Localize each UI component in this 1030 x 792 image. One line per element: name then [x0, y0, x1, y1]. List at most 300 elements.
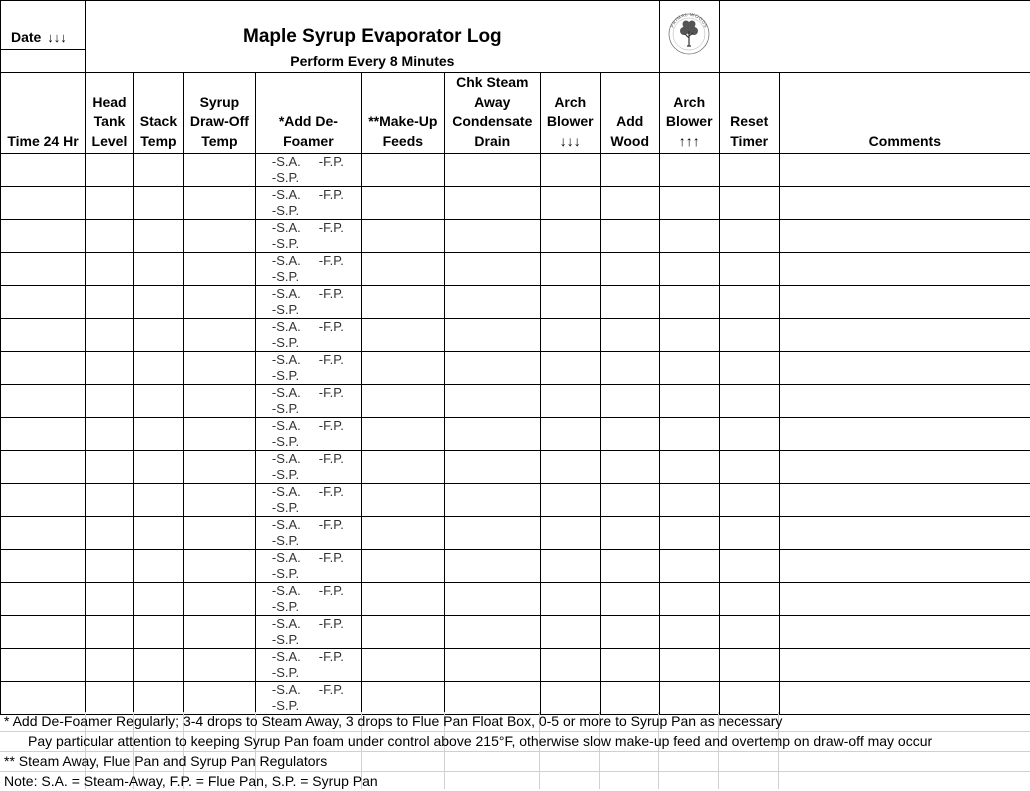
defoamer-sa-fp [272, 550, 361, 566]
cell-stack[interactable] [133, 615, 183, 648]
cell-comments[interactable] [779, 351, 1030, 384]
cell-stack[interactable] [133, 384, 183, 417]
cell-head-tank[interactable] [85, 318, 133, 351]
cell-arch-up[interactable] [659, 648, 719, 681]
cell-arch-up[interactable] [659, 483, 719, 516]
cell-stack[interactable] [133, 516, 183, 549]
cell-arch-down[interactable] [540, 318, 600, 351]
cell-steam-away[interactable] [444, 648, 540, 681]
cell-defoamer[interactable] [255, 351, 361, 384]
cell-arch-up[interactable] [659, 582, 719, 615]
cell-arch-up[interactable] [659, 186, 719, 219]
cell-stack[interactable] [133, 483, 183, 516]
cell-steam-away[interactable] [444, 285, 540, 318]
cell-head-tank[interactable] [85, 615, 133, 648]
cell-arch-down[interactable] [540, 219, 600, 252]
cell-syrup-draw[interactable] [183, 285, 255, 318]
defoamer-sp: -S.P. [272, 698, 361, 714]
cell-defoamer[interactable] [255, 285, 361, 318]
defoamer-sp: -S.P. [272, 566, 361, 582]
cell-head-tank[interactable] [85, 483, 133, 516]
column-header-line: Condensate [445, 112, 540, 132]
cell-head-tank[interactable] [85, 417, 133, 450]
cell-syrup-draw[interactable] [183, 450, 255, 483]
column-header-wood [600, 72, 659, 153]
table-row [1, 351, 1030, 384]
cell-steam-away[interactable] [444, 516, 540, 549]
column-header-stack [133, 72, 183, 153]
cell-head-tank[interactable] [85, 516, 133, 549]
note-regulators: ** Steam Away, Flue Pan and Syrup Pan Regulators [0, 752, 1030, 772]
cell-steam-away[interactable] [444, 252, 540, 285]
cell-makeup[interactable] [361, 549, 444, 582]
cell-defoamer[interactable] [255, 648, 361, 681]
date-field[interactable] [1, 1, 86, 50]
cell-comments[interactable] [779, 186, 1030, 219]
cell-comments[interactable] [779, 582, 1030, 615]
cell-steam-away[interactable] [444, 219, 540, 252]
defoamer-sa-fp [272, 220, 361, 236]
column-header-line: Away [445, 93, 540, 113]
defoamer-sa-fp [272, 253, 361, 269]
cell-makeup[interactable] [361, 615, 444, 648]
defoamer-sa-fp [272, 418, 361, 434]
cell-steam-away[interactable] [444, 615, 540, 648]
cell-arch-up[interactable] [659, 450, 719, 483]
cell-time[interactable] [1, 516, 86, 549]
cell-stack[interactable] [133, 252, 183, 285]
cell-wood[interactable] [600, 186, 659, 219]
cell-wood[interactable] [600, 219, 659, 252]
cell-wood[interactable] [600, 549, 659, 582]
cell-comments[interactable] [779, 681, 1030, 714]
defoamer-sp: -S.P. [272, 203, 361, 219]
cell-time[interactable] [1, 252, 86, 285]
column-header-makeup [361, 72, 444, 153]
cell-defoamer[interactable] [255, 516, 361, 549]
cell-arch-up[interactable] [659, 417, 719, 450]
cell-syrup-draw[interactable] [183, 516, 255, 549]
defoamer-sa-fp [272, 385, 361, 401]
cell-arch-down[interactable] [540, 153, 600, 186]
cell-time[interactable] [1, 219, 86, 252]
defoamer-fp: -F.P. [319, 583, 344, 598]
cell-steam-away[interactable] [444, 549, 540, 582]
column-header-line: Level [86, 132, 133, 152]
cell-defoamer[interactable] [255, 186, 361, 219]
page-subtitle: Perform Every 8 Minutes [85, 50, 659, 73]
cell-wood[interactable] [600, 516, 659, 549]
defoamer-sa-fp [272, 187, 361, 203]
cell-arch-up[interactable] [659, 615, 719, 648]
cell-head-tank[interactable] [85, 549, 133, 582]
cell-defoamer[interactable] [255, 483, 361, 516]
cell-arch-down[interactable] [540, 417, 600, 450]
cell-head-tank[interactable] [85, 384, 133, 417]
column-header-line: *Add De- [256, 112, 361, 132]
cell-arch-up[interactable] [659, 219, 719, 252]
column-header-line: Add [601, 112, 659, 132]
cell-reset[interactable] [719, 285, 779, 318]
cell-stack[interactable] [133, 318, 183, 351]
defoamer-sa: -S.A. [272, 616, 301, 631]
cell-head-tank[interactable] [85, 582, 133, 615]
cell-arch-up[interactable] [659, 285, 719, 318]
cell-comments[interactable] [779, 252, 1030, 285]
column-header-line: **Make-Up [362, 112, 444, 132]
cell-comments[interactable] [779, 153, 1030, 186]
cell-arch-up[interactable] [659, 384, 719, 417]
cell-wood[interactable] [600, 582, 659, 615]
defoamer-sp: -S.P. [272, 269, 361, 285]
defoamer-fp: -F.P. [319, 220, 344, 235]
cell-comments[interactable] [779, 450, 1030, 483]
cell-arch-down[interactable] [540, 615, 600, 648]
cell-stack[interactable] [133, 285, 183, 318]
cell-defoamer[interactable] [255, 219, 361, 252]
cell-defoamer[interactable] [255, 681, 361, 714]
cell-syrup-draw[interactable] [183, 153, 255, 186]
cell-steam-away[interactable] [444, 318, 540, 351]
cell-reset[interactable] [719, 516, 779, 549]
cell-steam-away[interactable] [444, 384, 540, 417]
cell-arch-down[interactable] [540, 483, 600, 516]
table-row [1, 186, 1030, 219]
cell-steam-away[interactable] [444, 417, 540, 450]
defoamer-fp: -F.P. [319, 484, 344, 499]
cell-head-tank[interactable] [85, 219, 133, 252]
cell-syrup-draw[interactable] [183, 351, 255, 384]
cell-stack[interactable] [133, 153, 183, 186]
defoamer-fp: -F.P. [319, 187, 344, 202]
cell-head-tank[interactable] [85, 252, 133, 285]
cell-time[interactable] [1, 351, 86, 384]
cell-head-tank[interactable] [85, 153, 133, 186]
cell-stack[interactable] [133, 351, 183, 384]
column-header-head-tank [85, 72, 133, 153]
footnotes [0, 712, 1030, 792]
defoamer-sa: -S.A. [272, 187, 301, 202]
cell-makeup[interactable] [361, 186, 444, 219]
defoamer-sa-fp [272, 154, 361, 170]
defoamer-sa-fp [272, 352, 361, 368]
defoamer-sa: -S.A. [272, 682, 301, 697]
table-row [1, 549, 1030, 582]
page-title: Maple Syrup Evaporator Log [85, 1, 659, 50]
cell-arch-up[interactable] [659, 318, 719, 351]
column-header-defoamer [255, 72, 361, 153]
cell-head-tank[interactable] [85, 450, 133, 483]
defoamer-sp: -S.P. [272, 599, 361, 615]
defoamer-sa: -S.A. [272, 418, 301, 433]
cell-arch-up[interactable] [659, 153, 719, 186]
table-row [1, 516, 1030, 549]
table-row [1, 681, 1030, 714]
column-header-line: ↓↓↓ [541, 132, 600, 152]
cell-wood[interactable] [600, 252, 659, 285]
cell-reset[interactable] [719, 681, 779, 714]
defoamer-sa: -S.A. [272, 451, 301, 466]
cell-syrup-draw[interactable] [183, 384, 255, 417]
column-header-line: Foamer [256, 132, 361, 152]
cell-steam-away[interactable] [444, 351, 540, 384]
cell-head-tank[interactable] [85, 648, 133, 681]
defoamer-sa: -S.A. [272, 649, 301, 664]
cell-reset[interactable] [719, 252, 779, 285]
cell-wood[interactable] [600, 153, 659, 186]
cell-defoamer[interactable] [255, 450, 361, 483]
column-header-syrup-draw [183, 72, 255, 153]
cell-arch-up[interactable] [659, 351, 719, 384]
cell-makeup[interactable] [361, 285, 444, 318]
cell-stack[interactable] [133, 186, 183, 219]
defoamer-sa-fp [272, 484, 361, 500]
cell-head-tank[interactable] [85, 285, 133, 318]
cell-wood[interactable] [600, 450, 659, 483]
cell-wood[interactable] [600, 648, 659, 681]
defoamer-fp: -F.P. [319, 286, 344, 301]
defoamer-sa: -S.A. [272, 319, 301, 334]
column-header-line: Temp [184, 132, 255, 152]
defoamer-sa: -S.A. [272, 550, 301, 565]
cell-arch-down[interactable] [540, 648, 600, 681]
cell-wood[interactable] [600, 384, 659, 417]
cell-arch-down[interactable] [540, 681, 600, 714]
cell-arch-down[interactable] [540, 285, 600, 318]
cell-steam-away[interactable] [444, 450, 540, 483]
cell-reset[interactable] [719, 186, 779, 219]
cell-comments[interactable] [779, 516, 1030, 549]
cell-reset[interactable] [719, 582, 779, 615]
cell-syrup-draw[interactable] [183, 582, 255, 615]
cell-time[interactable] [1, 582, 86, 615]
defoamer-sp: -S.P. [272, 665, 361, 681]
cell-arch-down[interactable] [540, 186, 600, 219]
column-header-line: Comments [780, 132, 1030, 152]
table-row [1, 252, 1030, 285]
cell-comments[interactable] [779, 318, 1030, 351]
cell-wood[interactable] [600, 615, 659, 648]
cell-syrup-draw[interactable] [183, 318, 255, 351]
defoamer-fp: -F.P. [319, 550, 344, 565]
cell-defoamer[interactable] [255, 582, 361, 615]
cell-syrup-draw[interactable] [183, 252, 255, 285]
table-row [1, 615, 1030, 648]
cell-syrup-draw[interactable] [183, 549, 255, 582]
note-foam-control: Pay particular attention to keeping Syrup Pan foam under control above 215°F, otherwise slow make-up feed and overtemp on draw-off may occur [0, 732, 1030, 752]
cell-arch-down[interactable] [540, 252, 600, 285]
cell-comments[interactable] [779, 483, 1030, 516]
cell-comments[interactable] [779, 549, 1030, 582]
cell-arch-down[interactable] [540, 549, 600, 582]
column-header-line: Reset [720, 112, 779, 132]
defoamer-sa: -S.A. [272, 253, 301, 268]
cell-arch-down[interactable] [540, 582, 600, 615]
defoamer-fp: -F.P. [319, 451, 344, 466]
cell-stack[interactable] [133, 648, 183, 681]
cell-time[interactable] [1, 549, 86, 582]
cell-stack[interactable] [133, 549, 183, 582]
cell-comments[interactable] [779, 417, 1030, 450]
cell-wood[interactable] [600, 351, 659, 384]
column-header-line: Arch [660, 93, 719, 113]
column-header-line: Head [86, 93, 133, 113]
cell-reset[interactable] [719, 219, 779, 252]
cell-syrup-draw[interactable] [183, 219, 255, 252]
cell-reset[interactable] [719, 549, 779, 582]
table-row [1, 417, 1030, 450]
cell-reset[interactable] [719, 648, 779, 681]
cell-defoamer[interactable] [255, 417, 361, 450]
defoamer-sa-fp [272, 451, 361, 467]
cell-steam-away[interactable] [444, 483, 540, 516]
cell-syrup-draw[interactable] [183, 186, 255, 219]
defoamer-fp: -F.P. [319, 418, 344, 433]
table-row [1, 285, 1030, 318]
cell-head-tank[interactable] [85, 681, 133, 714]
cell-time[interactable] [1, 681, 86, 714]
cell-head-tank[interactable] [85, 186, 133, 219]
cell-makeup[interactable] [361, 582, 444, 615]
cell-arch-down[interactable] [540, 516, 600, 549]
cell-makeup[interactable] [361, 384, 444, 417]
defoamer-sa: -S.A. [272, 352, 301, 367]
cell-comments[interactable] [779, 384, 1030, 417]
cell-stack[interactable] [133, 219, 183, 252]
defoamer-fp: -F.P. [319, 682, 344, 697]
cell-makeup[interactable] [361, 483, 444, 516]
cell-syrup-draw[interactable] [183, 483, 255, 516]
cell-wood[interactable] [600, 681, 659, 714]
cell-makeup[interactable] [361, 318, 444, 351]
cell-defoamer[interactable] [255, 153, 361, 186]
cell-wood[interactable] [600, 417, 659, 450]
defoamer-sp: -S.P. [272, 401, 361, 417]
cell-head-tank[interactable] [85, 351, 133, 384]
column-header-line: Feeds [362, 132, 444, 152]
defoamer-sp: -S.P. [272, 170, 361, 186]
cell-reset[interactable] [719, 450, 779, 483]
cell-makeup[interactable] [361, 153, 444, 186]
cell-time[interactable] [1, 450, 86, 483]
cell-wood[interactable] [600, 318, 659, 351]
defoamer-sa: -S.A. [272, 154, 301, 169]
column-header-time [1, 72, 86, 153]
cell-arch-up[interactable] [659, 549, 719, 582]
cell-defoamer[interactable] [255, 384, 361, 417]
defoamer-sa: -S.A. [272, 583, 301, 598]
cell-wood[interactable] [600, 285, 659, 318]
table-row [1, 219, 1030, 252]
cell-defoamer[interactable] [255, 252, 361, 285]
cell-defoamer[interactable] [255, 318, 361, 351]
cell-arch-up[interactable] [659, 681, 719, 714]
cell-syrup-draw[interactable] [183, 648, 255, 681]
cell-stack[interactable] [133, 417, 183, 450]
cell-reset[interactable] [719, 351, 779, 384]
cell-makeup[interactable] [361, 417, 444, 450]
logo-text: PRIMAL WOODS [670, 12, 709, 29]
cell-defoamer[interactable] [255, 549, 361, 582]
cell-time[interactable] [1, 648, 86, 681]
table-row [1, 318, 1030, 351]
table-row [1, 582, 1030, 615]
table-row [1, 483, 1030, 516]
cell-makeup[interactable] [361, 681, 444, 714]
cell-makeup[interactable] [361, 351, 444, 384]
column-header-line: Timer [720, 132, 779, 152]
cell-time[interactable] [1, 153, 86, 186]
cell-time[interactable] [1, 615, 86, 648]
cell-time[interactable] [1, 417, 86, 450]
cell-comments[interactable] [779, 219, 1030, 252]
cell-arch-down[interactable] [540, 384, 600, 417]
cell-makeup[interactable] [361, 450, 444, 483]
cell-stack[interactable] [133, 681, 183, 714]
column-header-line: Wood [601, 132, 659, 152]
defoamer-fp: -F.P. [319, 385, 344, 400]
cell-time[interactable] [1, 186, 86, 219]
defoamer-sa-fp [272, 583, 361, 599]
cell-time[interactable] [1, 285, 86, 318]
cell-steam-away[interactable] [444, 153, 540, 186]
column-header-steam-away [444, 72, 540, 153]
cell-makeup[interactable] [361, 648, 444, 681]
cell-wood[interactable] [600, 483, 659, 516]
cell-syrup-draw[interactable] [183, 417, 255, 450]
defoamer-sa-fp [272, 517, 361, 533]
cell-time[interactable] [1, 318, 86, 351]
cell-makeup[interactable] [361, 516, 444, 549]
cell-reset[interactable] [719, 318, 779, 351]
column-header-line: Blower [660, 112, 719, 132]
cell-time[interactable] [1, 384, 86, 417]
cell-arch-down[interactable] [540, 450, 600, 483]
cell-makeup[interactable] [361, 219, 444, 252]
cell-makeup[interactable] [361, 252, 444, 285]
primal-woods-logo-icon [664, 5, 714, 63]
cell-reset[interactable] [719, 153, 779, 186]
cell-arch-up[interactable] [659, 252, 719, 285]
cell-time[interactable] [1, 483, 86, 516]
cell-comments[interactable] [779, 285, 1030, 318]
cell-reset[interactable] [719, 417, 779, 450]
defoamer-fp: -F.P. [319, 352, 344, 367]
cell-steam-away[interactable] [444, 681, 540, 714]
cell-defoamer[interactable] [255, 615, 361, 648]
cell-steam-away[interactable] [444, 582, 540, 615]
cell-comments[interactable] [779, 615, 1030, 648]
defoamer-sa: -S.A. [272, 385, 301, 400]
column-header-line: Blower [541, 112, 600, 132]
cell-steam-away[interactable] [444, 186, 540, 219]
cell-arch-up[interactable] [659, 516, 719, 549]
cell-stack[interactable] [133, 582, 183, 615]
cell-reset[interactable] [719, 615, 779, 648]
note-defoamer: * Add De-Foamer Regularly; 3-4 drops to Steam Away, 3 drops to Flue Pan Float Box, 0-5 or more to Syrup Pan as necessary [0, 712, 1030, 732]
cell-syrup-draw[interactable] [183, 615, 255, 648]
cell-arch-down[interactable] [540, 351, 600, 384]
column-header-comments [779, 72, 1030, 153]
cell-syrup-draw[interactable] [183, 681, 255, 714]
date-arrows: ↓↓↓ [47, 30, 67, 45]
cell-stack[interactable] [133, 450, 183, 483]
cell-reset[interactable] [719, 384, 779, 417]
column-header-arch-down [540, 72, 600, 153]
defoamer-sp: -S.P. [272, 335, 361, 351]
cell-comments[interactable] [779, 648, 1030, 681]
cell-reset[interactable] [719, 483, 779, 516]
